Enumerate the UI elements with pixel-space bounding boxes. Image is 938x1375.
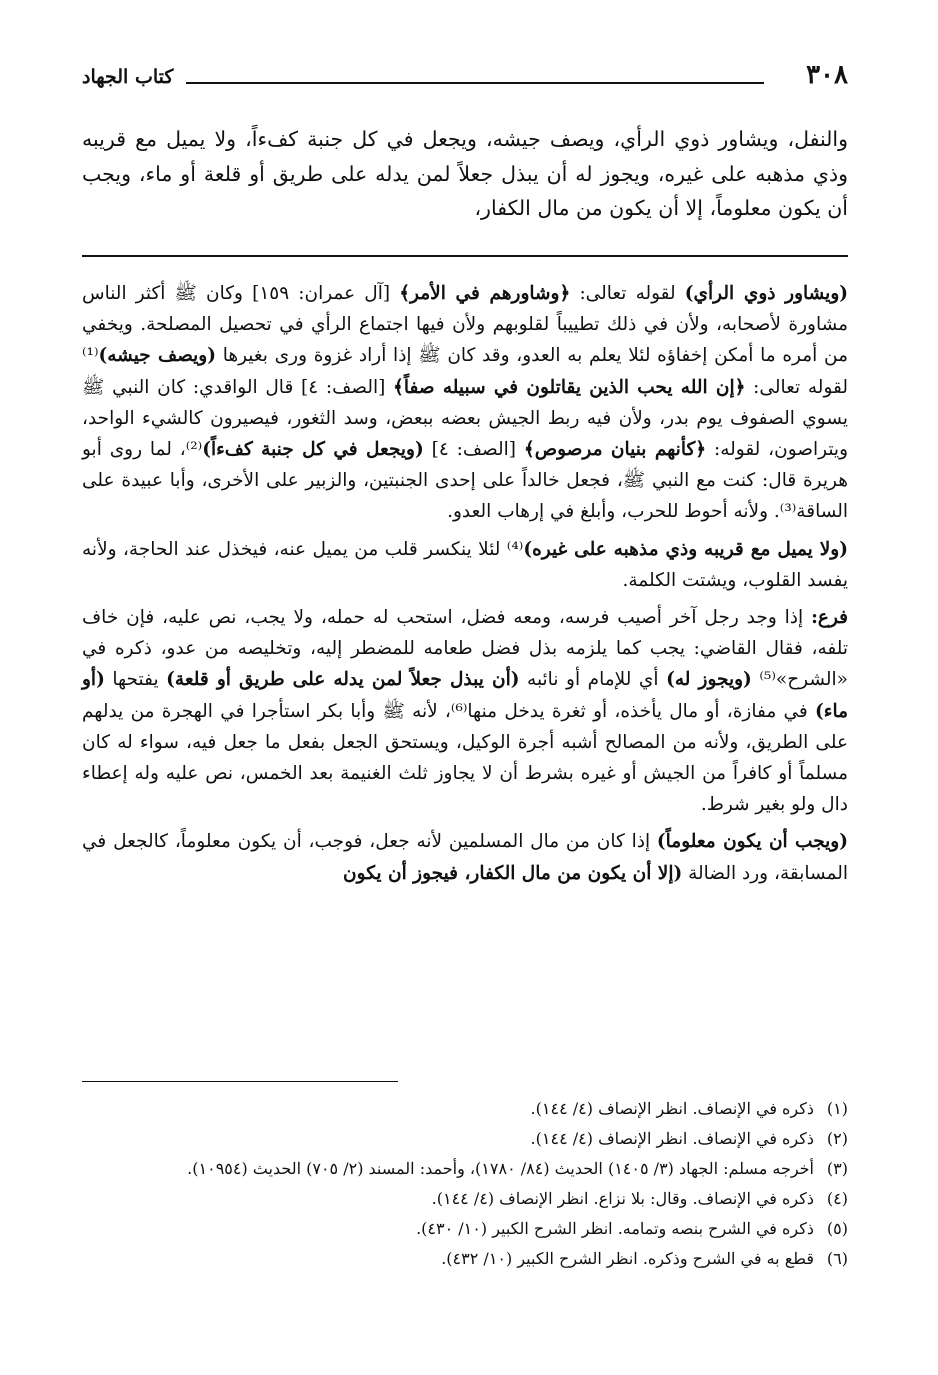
- main-text: والنفل، ويشاور ذوي الرأي، ويصف جيشه، ويجعل في كل جنبة كفءاً، ولا يميل مع قريبه وذي مذهبه على غيره، ويجوز له أن يبذل جعلاً لمن يدله على طريق أو قلعة أو ماء، ويجب أن يكون معلوماً، إلا أن يكون من مال الكفار،: [82, 127, 848, 220]
- footnote-rule: [82, 1081, 398, 1082]
- quoted-phrase: (ويجعل في كل جنبة كفءاً): [202, 439, 424, 461]
- quoted-phrase: (أو ماء): [82, 669, 848, 722]
- commentary-text: ⁽²⁾، لما روى أبو هريرة قال: كنت مع النبي ﷺ، فجعل خالداً على إحدى الجنبتين، والزبير على الأخرى، وأبا عبيدة على الساقة⁽³⁾. ولأنه أحوط للحرب، وأبلغ في إرهاب العدو.: [82, 439, 848, 523]
- footnote-text: قطع به في الشرح وذكره. انظر الشرح الكبير (١٠/ ٤٣٢).: [441, 1249, 814, 1268]
- footnote-number: (٢): [826, 1129, 848, 1148]
- page-number: ٣٠٨: [806, 60, 848, 90]
- footnote: [82, 1244, 848, 1274]
- quoted-phrase: (ويجب أن يكون معلوماً): [656, 831, 848, 853]
- footnote-number: (٣): [826, 1159, 848, 1178]
- footnote-text: أخرجه مسلم: الجهاد (٣/ ١٤٠٥) الحديث (٨٤/ ١٧٨٠)، وأحمد: المسند (٢/ ٧٠٥) الحديث (١٠٩٥٤).: [187, 1159, 814, 1178]
- footnote-number: (٥): [826, 1219, 848, 1238]
- commentary-paragraph-2: [82, 534, 848, 596]
- quran-verse: ﴿إن الله يحب الذين يقاتلون في سبيله صفاً﴾: [393, 376, 746, 398]
- footnote: [82, 1184, 848, 1214]
- text-divider: [82, 255, 848, 257]
- footnote: [82, 1094, 848, 1124]
- commentary-text: [الصف: ٤]: [423, 439, 524, 461]
- commentary-text: أي للإمام أو نائبه: [519, 669, 667, 691]
- quran-verse: ﴿كأنهم بنيان مرصوص﴾: [523, 439, 707, 461]
- branch-label: فرع:: [811, 607, 848, 629]
- commentary-text: إذا وجد رجل آخر أصيب فرسه، ومعه فضل، استحب له حمله، ولا يجب، نص عليه، فإن خاف تلفه، فقال القاضي: يجب كما يلزمه بذل فضل طعامه للمضطر إليه، وتخليصه من عدو، ذكره في «الشرح»⁽⁵⁾: [82, 607, 848, 691]
- commentary-paragraph-4: [82, 826, 848, 888]
- running-header: [82, 58, 848, 98]
- commentary-text: يفتحها: [104, 669, 167, 691]
- footnote: [82, 1154, 848, 1184]
- commentary-paragraph-3: [82, 602, 848, 820]
- quoted-phrase: (ولا يميل مع قريبه وذي مذهبه على غيره): [523, 538, 848, 560]
- commentary-text: ⁽⁴⁾ لئلا ينكسر قلب من يميل عنه، فيخذل عند الحاجة، ولأنه يفسد القلوب، ويشتت الكلمة.: [82, 538, 848, 591]
- commentary-text: ⁽¹⁾ لقوله تعالى:: [82, 345, 849, 398]
- commentary-text: [الصف: ٤] قال الواقدي: كان النبي ﷺ يسوي الصفوف يوم بدر، ولأن فيه ربط الجيش بعضه ببعض، وسد الثغور، فيصيرون كالشيء الواحد، ويتراصون، لقوله:: [82, 376, 849, 461]
- commentary-paragraph-1: [82, 278, 848, 528]
- commentary-text: إذا كان من مال المسلمين لأنه جعل، فوجب، أن يكون معلوماً، كالجعل في المسابقة، ورد الضالة: [82, 831, 848, 884]
- commentary-text: في مفازة، أو مال يأخذه، أو ثغرة يدخل منها⁽⁶⁾، لأنه ﷺ وأبا بكر استأجرا في الهجرة من يدلهم على الطريق، ولأنه من المصالح أشبه أجرة الوكيل، ويستحق الجعل بفعل ما جعل فيه، سواء له كان مسلماً أو كافراً من الجيش أو غيره بشرط أن لا يجاوز ثلث الغنيمة بعد الخمس، نص عليه وله إعطاء دال ولو بغير شرط.: [82, 700, 848, 816]
- commentary-text: لقوله تعالى:: [570, 283, 685, 304]
- footnote-text: ذكره في الإنصاف. وقال: بلا نزاع. انظر الإنصاف (٤/ ١٤٤).: [431, 1189, 814, 1208]
- footnote: [82, 1214, 848, 1244]
- commentary-text: [آل عمران: ١٥٩] وكان ﷺ أكثر الناس مشاورة لأصحابه، ولأن في ذلك تطييباً لقلوبهم ولأن فيها اجتماع الرأي في تحصيل المصلحة. ويخفي من أمره ما أمكن إخفاؤه لئلا يعلم به العدو، وقد كان ﷺ إذا أراد غزوة ورى بغيرها: [82, 283, 848, 367]
- header-rule: [186, 82, 764, 84]
- quoted-phrase: (إلا أن يكون من مال الكفار، فيجوز أن يكون: [343, 862, 683, 884]
- quoted-phrase: (ويجوز له): [666, 669, 752, 691]
- footnotes: [82, 1094, 848, 1274]
- footnote-text: ذكره في الشرح بنصه وتمامه. انظر الشرح الكبير (١٠/ ٤٣٠).: [416, 1219, 814, 1238]
- footnote-number: (١): [826, 1099, 848, 1118]
- quran-verse: ﴿وشاورهم في الأمر﴾: [399, 283, 571, 304]
- book-title: كتاب الجهاد: [82, 66, 174, 88]
- footnote: [82, 1124, 848, 1154]
- footnote-text: ذكره في الإنصاف. انظر الإنصاف (٤/ ١٤٤).: [530, 1099, 814, 1118]
- footnote-number: (٤): [826, 1189, 848, 1208]
- quoted-phrase: (أن يبذل جعلاً لمن يدله على طريق أو قلعة): [166, 669, 520, 691]
- quoted-phrase: (ويصف جيشه): [98, 345, 216, 367]
- footnote-text: ذكره في الإنصاف. انظر الإنصاف (٤/ ١٤٤).: [530, 1129, 814, 1148]
- quoted-phrase: (ويشاور ذوي الرأي): [684, 283, 849, 304]
- commentary: [82, 278, 848, 895]
- footnote-number: (٦): [826, 1249, 848, 1268]
